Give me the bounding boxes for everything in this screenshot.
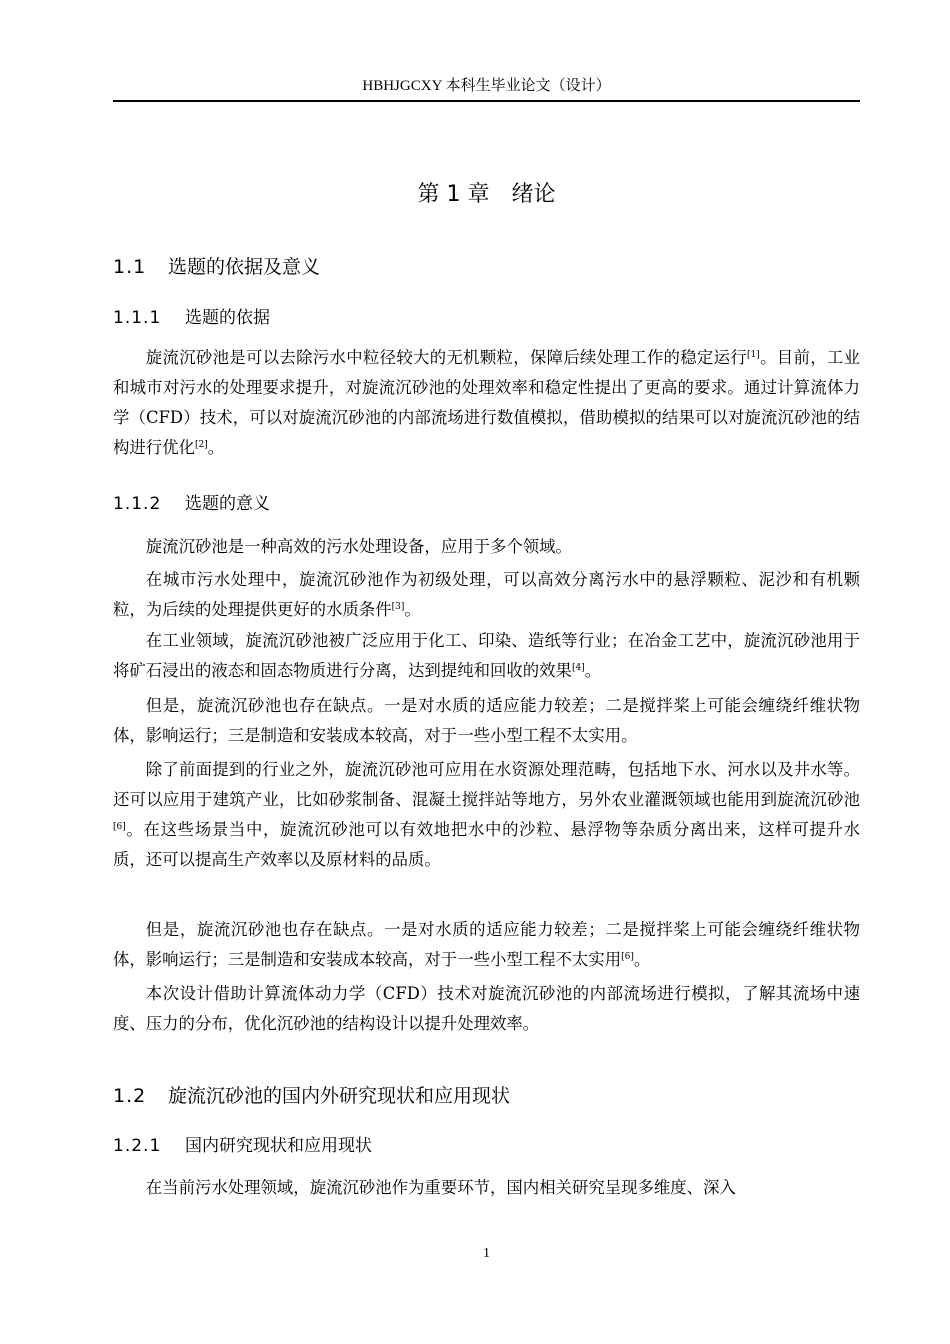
subsection-title: 国内研究现状和应用现状 — [185, 1136, 372, 1156]
citation-ref: [6] — [113, 822, 126, 832]
paragraph: 旋流沉砂池是一种高效的污水处理设备，应用于多个领域。 — [145, 537, 572, 556]
paragraph-text: 除了前面提到的行业之外，旋流沉砂池可应用在水资源处理范畴，包括地下水、河水以及井水等。还可以应用于建筑产业，比如砂浆制备、混凝土搅拌站等地方，另外农业灌溉领域也能用到旋流沉砂池 — [113, 760, 860, 809]
subsection-number: 1.1.1 — [113, 308, 162, 328]
citation-ref: [1] — [747, 350, 760, 360]
paragraph: 在当前污水处理领域，旋流沉砂池作为重要环节，国内相关研究呈现多维度、深入 — [145, 1178, 736, 1197]
paragraph-text: 。目前，工业和城市对污水的处理要求提升，对旋流沉砂池的处理效率和稳定性提出了更高的要求。通过计算流体力学（CFD）技术，可以对旋流沉砂池的内部流场进行数值模拟，借助模拟的结果可以对旋流沉砂池的结构进行优化 — [113, 348, 861, 457]
section-heading-1-2 — [113, 1083, 510, 1109]
subsection-heading-1-2-1 — [113, 1134, 372, 1158]
paragraph-text: 。 — [584, 661, 602, 680]
paragraph — [113, 565, 860, 625]
subsection-heading-1-1-2 — [113, 492, 270, 516]
section-number: 1.2 — [113, 1085, 147, 1107]
section-title: 旋流沉砂池的国内外研究现状和应用现状 — [168, 1085, 511, 1107]
paragraph-text: 。 — [633, 950, 651, 969]
citation-ref: [2] — [194, 440, 208, 450]
page-number: 1 — [483, 1246, 490, 1261]
paragraph-text: 在城市污水处理中，旋流沉砂池作为初级处理，可以高效分离污水中的悬浮颗粒、泥沙和有机颗粒，为后续的处理提供更好的水质条件 — [113, 570, 860, 619]
paragraph: 但是，旋流沉砂池也存在缺点。一是对水质的适应能力较差；二是搅拌桨上可能会缠绕纤维状物体，影响运行；三是制造和安装成本较高，对于一些小型工程不太实用。 — [113, 696, 860, 745]
paragraph — [113, 343, 860, 463]
subsection-title: 选题的依据 — [185, 308, 270, 328]
paragraph-text: 。 — [207, 438, 225, 457]
section-number: 1.1 — [113, 256, 147, 278]
citation-ref: [6] — [621, 952, 634, 962]
paragraph-text: 在工业领域，旋流沉砂池被广泛应用于化工、印染、造纸等行业；在冶金工艺中，旋流沉砂池用于将矿石浸出的液态和固态物质进行分离，达到提纯和回收的效果 — [113, 631, 860, 680]
paragraph: 本次设计借助计算流体动力学（CFD）技术对旋流沉砂池的内部流场进行模拟，了解其流场中速度、压力的分布，优化沉砂池的结构设计以提升处理效率。 — [113, 984, 860, 1033]
chapter-title: 第 1 章 绪论 — [417, 182, 556, 207]
header-rule — [113, 100, 860, 102]
paragraph — [113, 626, 860, 686]
section-heading-1-1 — [113, 254, 320, 280]
subsection-heading-1-1-1 — [113, 306, 270, 330]
subsection-title: 选题的意义 — [185, 494, 270, 514]
section-title: 选题的依据及意义 — [168, 256, 321, 278]
paragraph-text: 。 — [404, 600, 421, 619]
subsection-number: 1.2.1 — [113, 1136, 162, 1156]
paragraph — [113, 755, 860, 875]
citation-ref: [4] — [571, 663, 585, 673]
citation-ref: [3] — [391, 602, 405, 612]
paragraph-text: 旋流沉砂池是可以去除污水中粒径较大的无机颗粒，保障后续处理工作的稳定运行 — [145, 348, 748, 367]
paragraph-text: 。在这些场景当中，旋流沉砂池可以有效地把水中的沙粒、悬浮物等杂质分离出来，这样可提升水质，还可以提高生产效率以及原材料的品质。 — [113, 820, 860, 869]
subsection-number: 1.1.2 — [113, 494, 162, 514]
paragraph — [113, 915, 860, 975]
running-header: HBHJGCXY 本科生毕业论文（设计） — [362, 78, 611, 94]
paragraph-text: 但是，旋流沉砂池也存在缺点。一是对水质的适应能力较差；二是搅拌桨上可能会缠绕纤维状物体，影响运行；三是制造和安装成本较高，对于一些小型工程不太实用 — [113, 920, 860, 969]
